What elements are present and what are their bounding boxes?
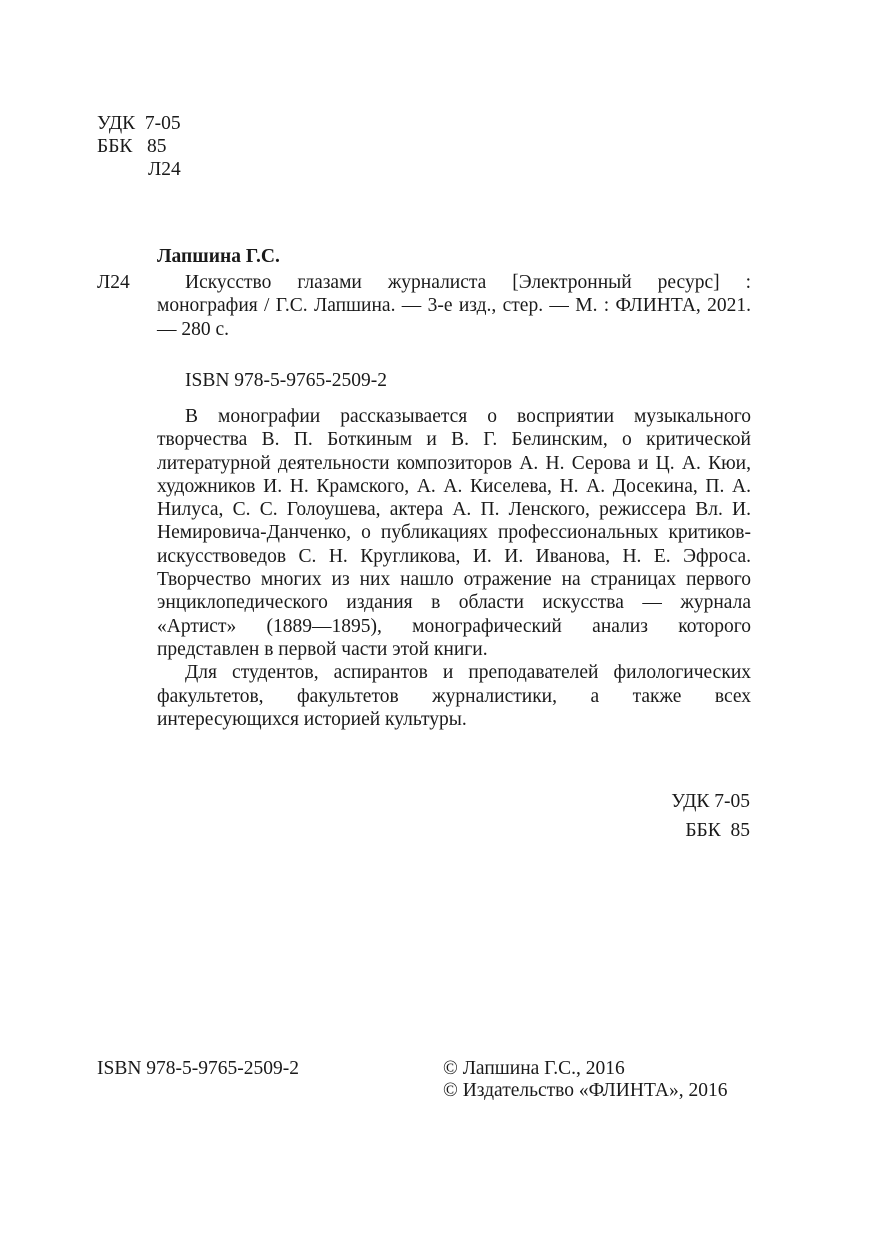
footer-isbn: ISBN 978-5-9765-2509-2 [97, 1058, 300, 1079]
annotation [157, 405, 751, 731]
author-sign-code: Л24 [148, 159, 181, 180]
annotation-paragraph-2: Для студентов, аспирантов и преподавателей филологических факультетов, факультетов журналистики, а также всех интересующихся историей культуры. [157, 662, 751, 730]
bbk-code: ББК 85 [97, 136, 167, 157]
udk-code: УДК 7-05 [97, 113, 181, 134]
annotation-paragraph-1: В монографии рассказывается о восприятии музыкального творчества В. П. Боткиным и В. Г. Белинским, о критической литературной деятельности композиторов А. Н. Серова и Ц. А. Кюи, художников И. Н. Крамского, А. А. Киселева, Н. А. Досекина, П. А. Нилуса, С. С. Голоушева, актера А. П. Ленского, режиссера Вл. И. Немировича-Данченко, о публикациях профессиональных критиков-искусствоведов С. Н. Кругликова, И. И. Иванова, Н. Е. Эфроса. Творчество многих из них нашло отражение на страницах первого энциклопедического издания в области искусства — журнала «Артист» (1889—1895), монографический анализ которого представлен в первой части этой книги. [157, 406, 751, 660]
isbn-entry: ISBN 978-5-9765-2509-2 [185, 370, 388, 391]
copyright-author: © Лапшина Г.С., 2016 [443, 1058, 625, 1079]
author-heading: Лапшина Г.С. [157, 246, 280, 267]
bbk-code-right: ББК 85 [685, 820, 750, 841]
copyright-publisher: © Издательство «ФЛИНТА», 2016 [443, 1080, 728, 1101]
udk-code-right: УДК 7-05 [671, 791, 750, 812]
bibliographic-entry: Искусство глазами журналиста [Электронный ресурс] : монография / Г.С. Лапшина. — 3-е изд., стер. — М. : ФЛИНТА, 2021. — 280 с. [157, 272, 751, 340]
author-sign-margin: Л24 [97, 272, 130, 293]
